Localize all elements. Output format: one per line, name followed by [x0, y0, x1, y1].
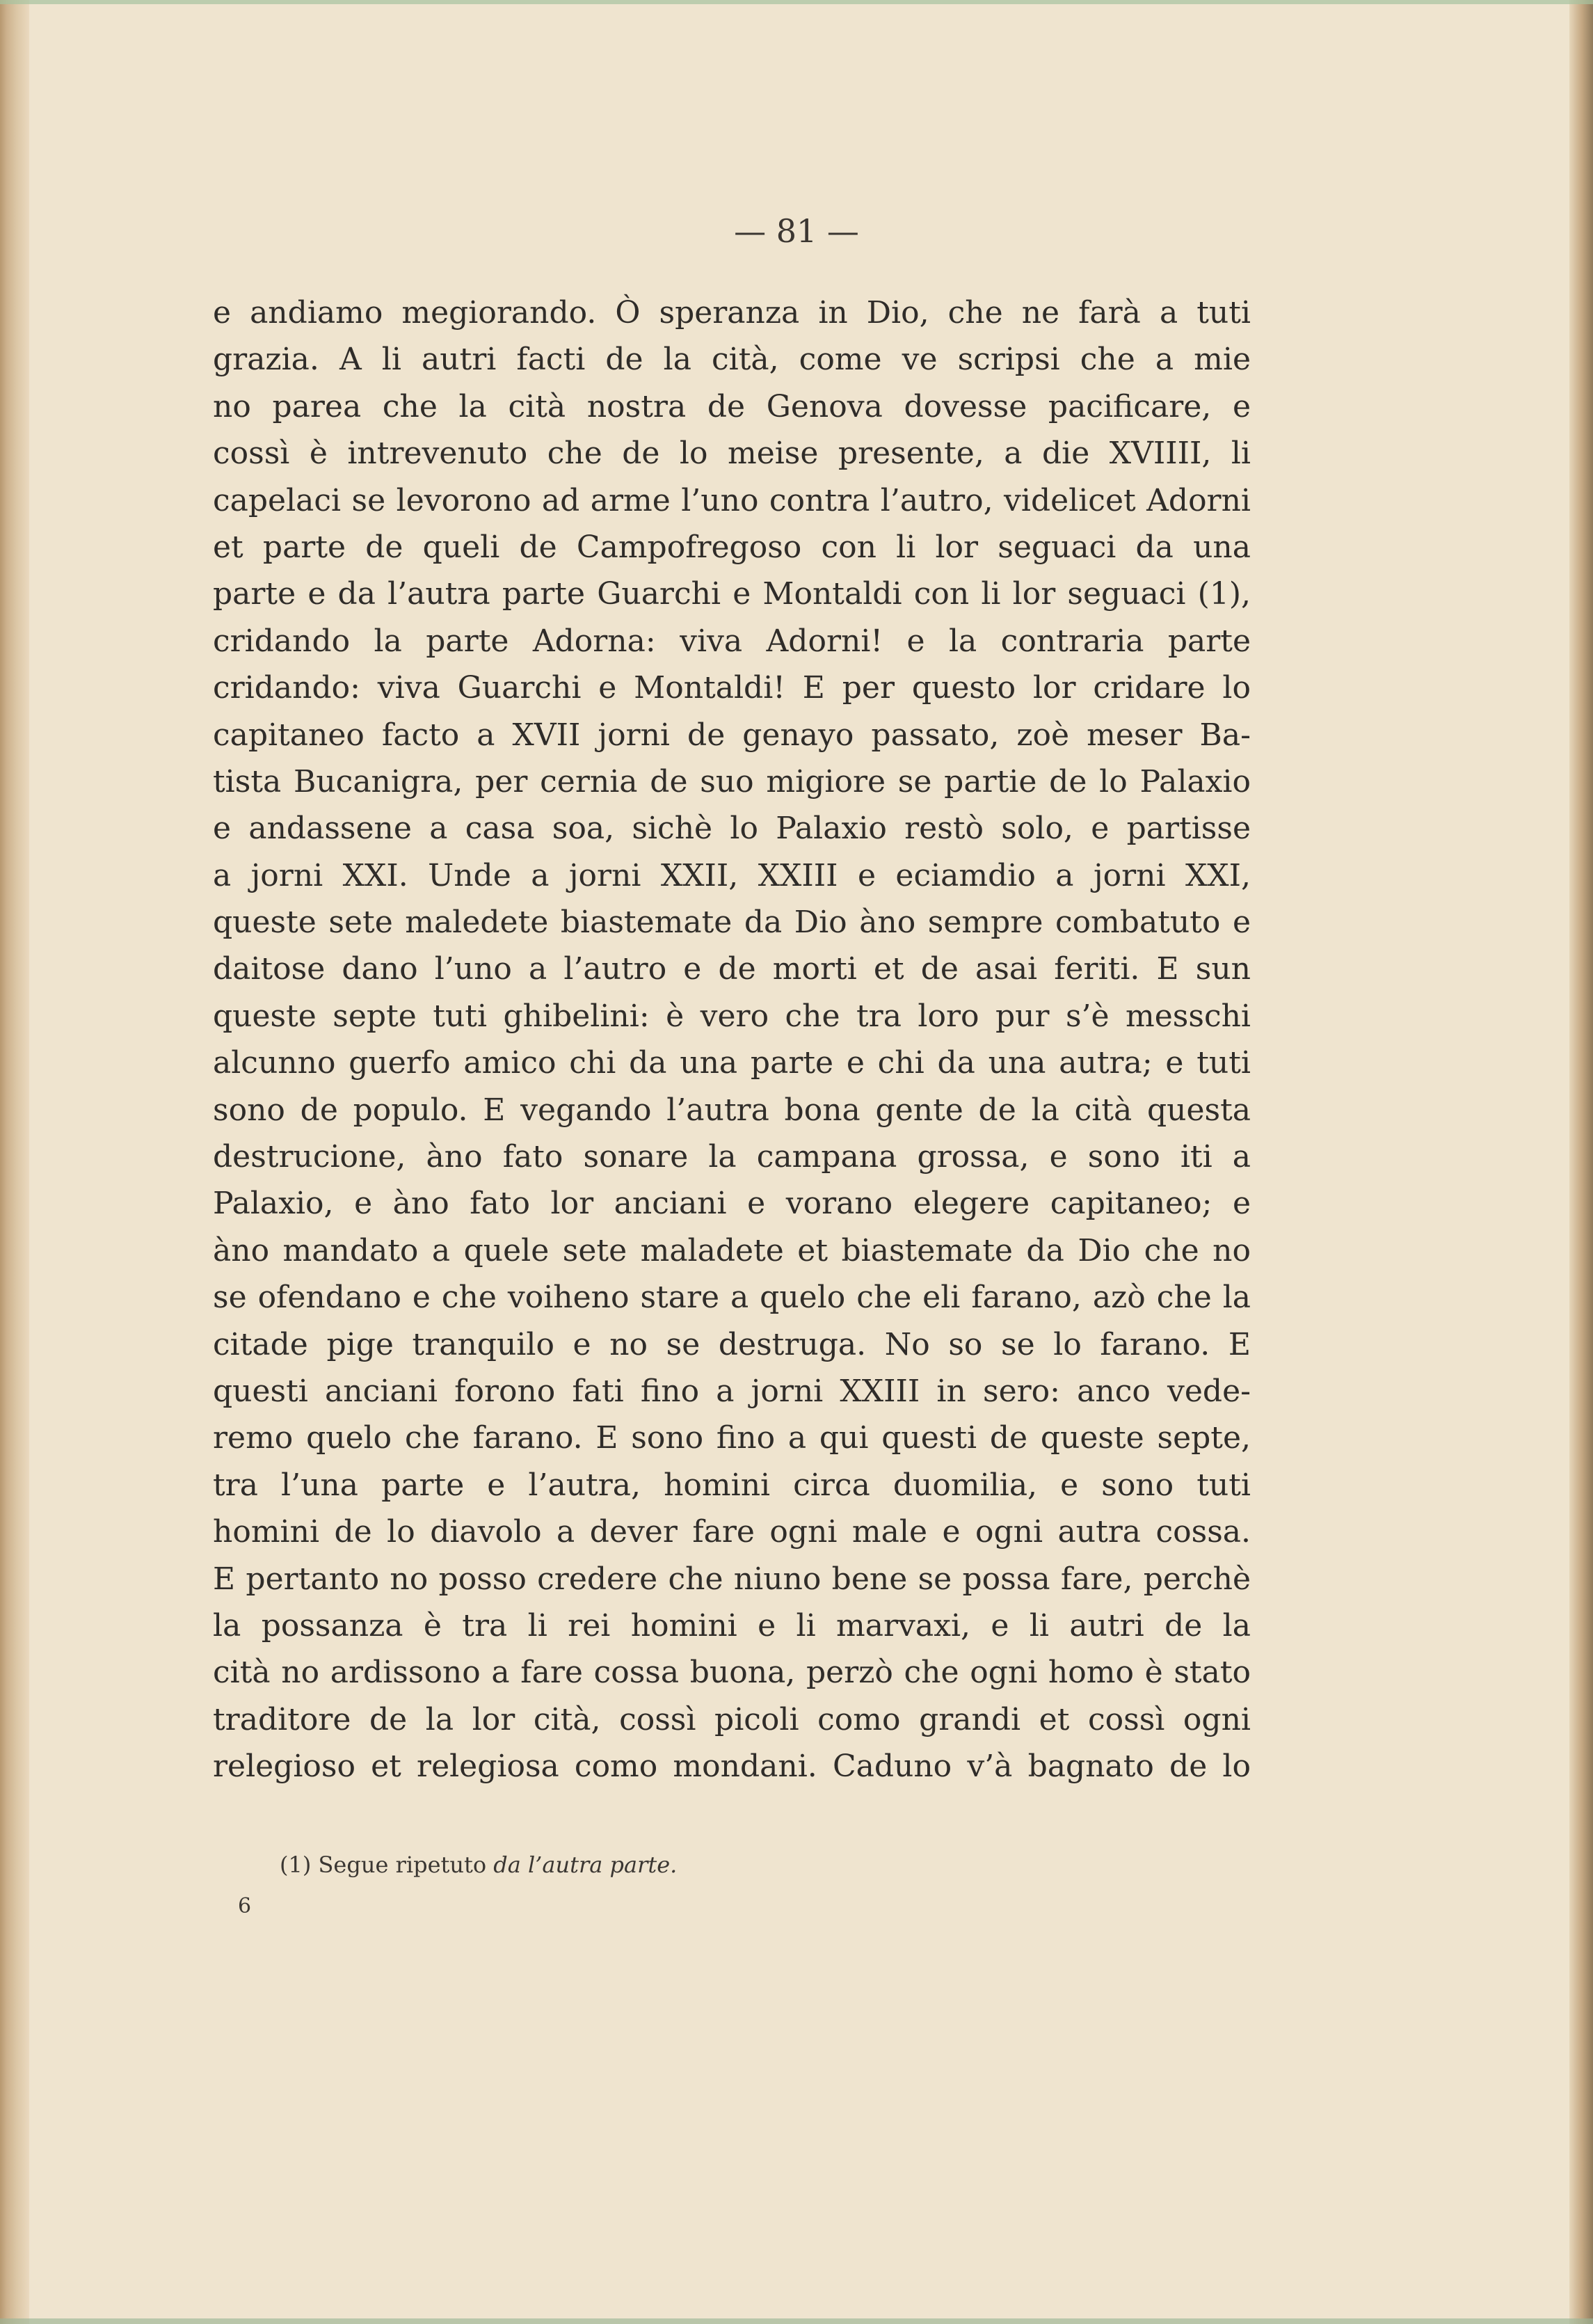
- main-text-block: [213, 289, 1251, 1790]
- text-line: e andassene a casa soa, sichè lo Palaxio restò solo, e partisse: [213, 811, 1251, 847]
- text-line: remo quelo che farano. E sono fino a qui questi de queste septe,: [213, 1420, 1251, 1456]
- text-line: queste septe tuti ghibelini: è vero che tra loro pur s’è messchi: [213, 998, 1251, 1034]
- page-bottom-edge: [0, 2318, 1593, 2324]
- text-line: parte e da l’autra parte Guarchi e Montaldi con li lor seguaci (1),: [213, 576, 1251, 612]
- text-line: tista Bucanigra, per cernia de suo migiore se partie de lo Palaxio: [213, 763, 1251, 799]
- text-line: cridando: viva Guarchi e Montaldi! E per questo lor cridare lo: [213, 670, 1251, 706]
- text-line: la possanza è tra li rei homini e li marvaxi, e li autri de la: [213, 1607, 1251, 1643]
- footnote-text: Segue ripetuto: [318, 1852, 487, 1878]
- page-left-edge: [0, 0, 29, 2324]
- text-line: questi anciani forono fati fino a jorni XXIII in sero: anco vede-: [213, 1373, 1251, 1409]
- text-line: e andiamo megiorando. Ò speranza in Dio, che ne farà a tuti: [213, 295, 1251, 331]
- footnote-italic-text: da l’autra parte.: [493, 1852, 678, 1878]
- text-line: Palaxio, e àno fato lor anciani e vorano elegere capitaneo; e: [213, 1186, 1251, 1222]
- footnote-marker: (1): [280, 1852, 312, 1878]
- footnote: [280, 1848, 677, 1881]
- signature-mark: 6: [238, 1894, 252, 1918]
- text-line: homini de lo diavolo a dever fare ogni male e ogni autra cossa.: [213, 1514, 1251, 1550]
- text-line: relegioso et relegiosa como mondani. Caduno v’à bagnato de lo: [213, 1749, 1251, 1785]
- text-line: no parea che la cità nostra de Genova dovesse pacificare, e: [213, 388, 1251, 424]
- text-line: grazia. A li autri facti de la cità, come ve scripsi che a mie: [213, 342, 1251, 378]
- page-right-edge: [1569, 0, 1593, 2324]
- text-line: capelaci se levorono ad arme l’uno contra l’autro, videlicet Adorni: [213, 482, 1251, 518]
- text-line: tra l’una parte e l’autra, homini circa duomilia, e sono tuti: [213, 1467, 1251, 1503]
- text-line: traditore de la lor cità, cossì picoli como grandi et cossì ogni: [213, 1701, 1251, 1737]
- text-line: àno mandato a quele sete maladete et biastemate da Dio che no: [213, 1232, 1251, 1268]
- text-line: cità no ardissono a fare cossa buona, perzò che ogni homo è stato: [213, 1655, 1251, 1691]
- text-line: E pertanto no posso credere che niuno bene se possa fare, perchè: [213, 1561, 1251, 1597]
- text-line: et parte de queli de Campofregoso con li lor seguaci da una: [213, 529, 1251, 565]
- text-line: daitose dano l’uno a l’autro e de morti et de asai feriti. E sun: [213, 951, 1251, 987]
- text-line: cridando la parte Adorna: viva Adorni! e la contraria parte: [213, 623, 1251, 659]
- text-line: alcunno guerfo amico chi da una parte e chi da una autra; e tuti: [213, 1045, 1251, 1081]
- page-number: — 81 —: [734, 212, 859, 250]
- text-line: a jorni XXI. Unde a jorni XXII, XXIII e eciamdio a jorni XXI,: [213, 857, 1251, 893]
- page-top-edge: [0, 0, 1593, 4]
- text-line: queste sete maledete biastemate da Dio àno sempre combatuto e: [213, 905, 1251, 941]
- text-line: citade pige tranquilo e no se destruga. No so se lo farano. E: [213, 1326, 1251, 1362]
- text-line: cossì è intrevenuto che de lo meise presente, a die XVIIII, li: [213, 436, 1251, 472]
- text-line: destrucione, àno fato sonare la campana grossa, e sono iti a: [213, 1139, 1251, 1175]
- text-line: sono de populo. E vegando l’autra bona gente de la cità questa: [213, 1092, 1251, 1128]
- text-line: capitaneo facto a XVII jorni de genayo passato, zoè meser Ba-: [213, 717, 1251, 753]
- text-line: se ofendano e che voiheno stare a quelo che eli farano, azò che la: [213, 1280, 1251, 1316]
